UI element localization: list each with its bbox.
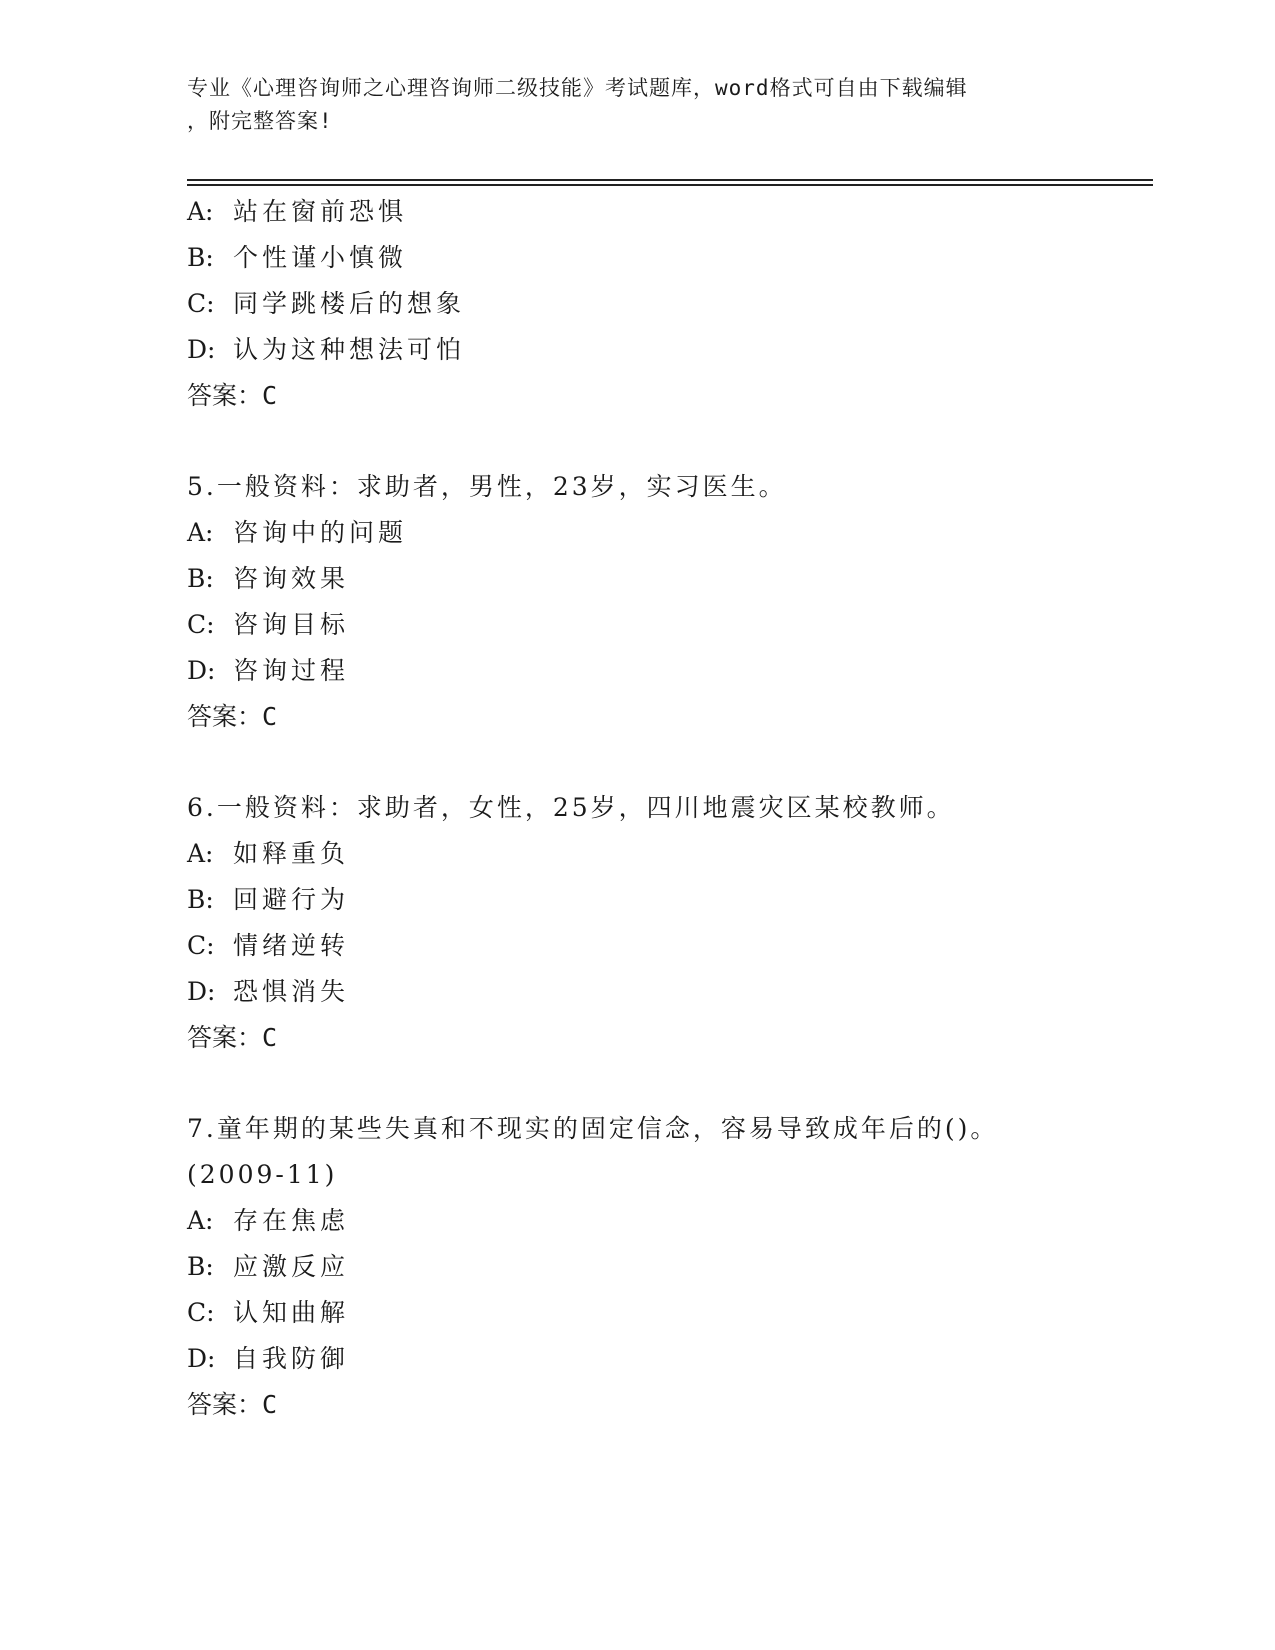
option-c bbox=[187, 602, 1153, 648]
option-c bbox=[187, 1290, 1153, 1336]
spacer bbox=[187, 419, 1153, 464]
answer-line: 答案：C bbox=[187, 1390, 278, 1419]
header-line-2: ，附完整答案! bbox=[187, 109, 333, 133]
answer-line: 答案：C bbox=[187, 702, 278, 731]
option-a bbox=[187, 510, 1153, 556]
question-stem-continued: (2009-11) bbox=[187, 1160, 338, 1189]
header-line-1: 专业《心理咨询师之心理咨询师二级技能》考试题库，word格式可自由下载编辑 bbox=[187, 76, 968, 100]
question-stem: 7.童年期的某些失真和不现实的固定信念，容易导致成年后的()。 bbox=[187, 1114, 999, 1143]
option-d bbox=[187, 969, 1153, 1015]
option-text: 咨询效果 bbox=[233, 564, 350, 593]
option-c bbox=[187, 281, 1153, 327]
question-5 bbox=[187, 464, 1153, 740]
option-d bbox=[187, 327, 1153, 373]
option-text: 同学跳楼后的想象 bbox=[233, 289, 466, 318]
option-c bbox=[187, 923, 1153, 969]
option-letter: A: bbox=[187, 197, 214, 226]
header-divider-top bbox=[187, 179, 1153, 181]
option-text: 恐惧消失 bbox=[233, 977, 350, 1006]
option-text: 存在焦虑 bbox=[233, 1206, 350, 1235]
option-letter: B: bbox=[187, 564, 214, 593]
option-text: 自我防御 bbox=[233, 1344, 350, 1373]
option-letter: C: bbox=[187, 610, 215, 639]
option-letter: B: bbox=[187, 1252, 214, 1281]
option-a bbox=[187, 831, 1153, 877]
question-4 bbox=[187, 189, 1153, 419]
option-text: 个性谨小慎微 bbox=[233, 243, 408, 272]
option-b bbox=[187, 235, 1153, 281]
spacer bbox=[187, 740, 1153, 785]
option-letter: D: bbox=[187, 977, 216, 1006]
option-b bbox=[187, 877, 1153, 923]
option-text: 咨询中的问题 bbox=[233, 518, 408, 547]
option-d bbox=[187, 1336, 1153, 1382]
option-letter: A: bbox=[187, 1206, 214, 1235]
option-d bbox=[187, 648, 1153, 694]
question-7 bbox=[187, 1106, 1153, 1428]
option-text: 认为这种想法可怕 bbox=[233, 335, 466, 364]
answer-line: 答案：C bbox=[187, 1023, 278, 1052]
option-letter: C: bbox=[187, 1298, 215, 1327]
option-letter: C: bbox=[187, 931, 215, 960]
spacer bbox=[187, 1061, 1153, 1106]
question-6 bbox=[187, 785, 1153, 1061]
option-letter: D: bbox=[187, 1344, 216, 1373]
option-letter: D: bbox=[187, 656, 216, 685]
option-text: 回避行为 bbox=[233, 885, 350, 914]
option-a bbox=[187, 1198, 1153, 1244]
question-list bbox=[187, 189, 1153, 1428]
option-text: 情绪逆转 bbox=[233, 931, 350, 960]
option-letter: A: bbox=[187, 518, 214, 547]
option-text: 咨询目标 bbox=[233, 610, 350, 639]
option-letter: B: bbox=[187, 243, 214, 272]
option-text: 认知曲解 bbox=[233, 1298, 350, 1327]
answer-line: 答案：C bbox=[187, 381, 278, 410]
option-text: 如释重负 bbox=[233, 839, 350, 868]
option-a bbox=[187, 189, 1153, 235]
option-text: 咨询过程 bbox=[233, 656, 350, 685]
option-letter: B: bbox=[187, 885, 214, 914]
option-letter: A: bbox=[187, 839, 214, 868]
header-divider-bottom bbox=[187, 184, 1153, 186]
question-stem: 6.一般资料：求助者，女性，25岁，四川地震灾区某校教师。 bbox=[187, 793, 955, 822]
option-letter: C: bbox=[187, 289, 215, 318]
option-letter: D: bbox=[187, 335, 216, 364]
option-b bbox=[187, 556, 1153, 602]
document-header bbox=[187, 72, 1087, 138]
question-stem: 5.一般资料：求助者，男性，23岁，实习医生。 bbox=[187, 472, 787, 501]
option-b bbox=[187, 1244, 1153, 1290]
option-text: 站在窗前恐惧 bbox=[233, 197, 408, 226]
option-text: 应激反应 bbox=[233, 1252, 350, 1281]
